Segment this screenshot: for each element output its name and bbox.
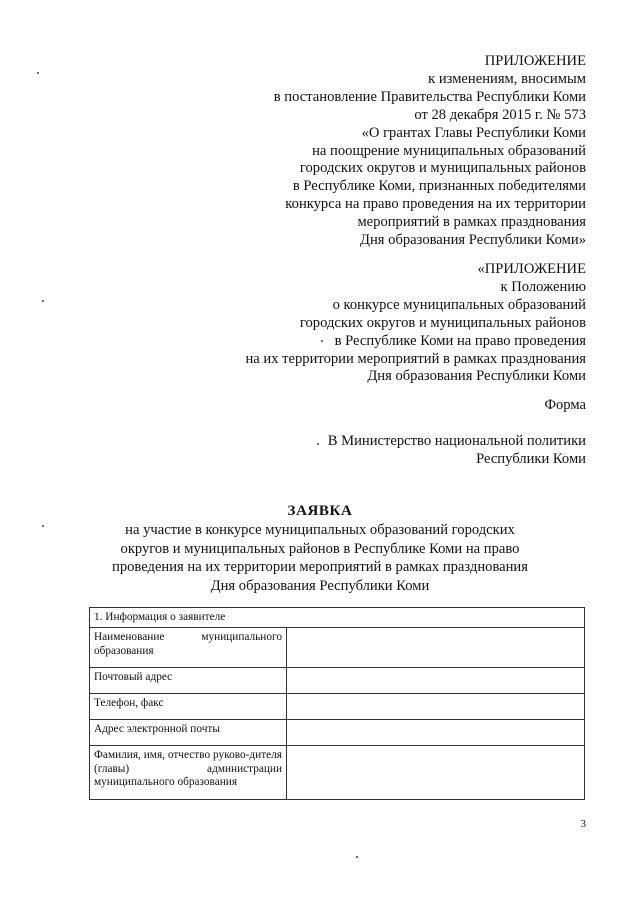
- form-label-text: Форма: [544, 397, 586, 413]
- regulation-line: Дня образования Республики Коми: [367, 368, 586, 385]
- appendix-line: к изменениям, вносимым: [428, 70, 586, 87]
- section-title-cell: 1. Информация о заявителе: [90, 608, 585, 628]
- table-row: [90, 668, 585, 694]
- regulation-line: «ПРИЛОЖЕНИЕ: [477, 261, 586, 277]
- regulation-line: о конкурсе муниципальных образований: [332, 296, 586, 313]
- scan-speck: [37, 72, 39, 74]
- scan-speck: [42, 300, 44, 302]
- regulation-line: на их территории мероприятий в рамках празднования: [245, 350, 586, 367]
- application-title: [80, 502, 560, 595]
- regulation-header: [245, 261, 586, 386]
- field-label-postal-address: Почтовый адрес: [90, 668, 287, 694]
- scan-speck: [317, 443, 319, 445]
- recipient-block: [328, 433, 586, 469]
- field-label-phone-fax: Телефон, факс: [90, 694, 287, 720]
- appendix-line: от 28 декабря 2015 г. № 573: [414, 106, 586, 123]
- applicant-info-table: [89, 607, 585, 800]
- application-subtitle-line: округов и муниципальных районов в Республике Коми на право: [120, 540, 520, 557]
- field-label-head-name: Фамилия, имя, отчество руково-дителя (главы) администрации муниципального образования: [90, 746, 287, 800]
- application-heading: ЗАЯВКА: [287, 503, 353, 519]
- field-value-email[interactable]: [287, 720, 585, 746]
- recipient-line: Республики Коми: [476, 450, 586, 467]
- appendix-line: ПРИЛОЖЕНИЕ: [484, 53, 586, 69]
- table-row: [90, 720, 585, 746]
- scan-speck: [356, 856, 358, 858]
- application-subtitle-line: проведения на их территории мероприятий в рамках празднования: [112, 559, 528, 576]
- regulation-line: в Республике Коми на право проведения: [334, 332, 586, 349]
- scan-speck: [321, 340, 323, 342]
- appendix-line: в постановление Правительства Республики Коми: [273, 88, 586, 105]
- appendix-line: на поощрение муниципальных образований: [312, 142, 586, 159]
- form-label: [544, 397, 586, 415]
- field-label-municipality-name: Наименование муниципального образования: [90, 628, 287, 668]
- field-value-municipality-name[interactable]: [287, 628, 585, 668]
- appendix-line: конкурса на право проведения на их территории: [285, 196, 586, 213]
- field-value-postal-address[interactable]: [287, 668, 585, 694]
- appendix-line: Дня образования Республики Коми»: [360, 232, 586, 249]
- table-row: [90, 746, 585, 800]
- appendix-line: «О грантах Главы Республики Коми: [361, 124, 586, 141]
- regulation-line: городских округов и муниципальных районов: [299, 314, 586, 331]
- table-row: [90, 628, 585, 668]
- field-value-phone-fax[interactable]: [287, 694, 585, 720]
- field-label-email: Адрес электронной почты: [90, 720, 287, 746]
- field-value-head-name[interactable]: [287, 746, 585, 800]
- recipient-line: В Министерство национальной политики: [327, 433, 586, 449]
- page-number: 3: [580, 818, 586, 830]
- application-subtitle-line: Дня образования Республики Коми: [210, 577, 430, 594]
- scan-speck: [42, 525, 44, 527]
- regulation-line: к Положению: [500, 278, 586, 295]
- application-subtitle-line: на участие в конкурсе муниципальных образований городских: [125, 522, 515, 539]
- appendix-line: мероприятий в рамках празднования: [357, 214, 586, 231]
- table-row: [90, 608, 585, 628]
- appendix-line: городских округов и муниципальных районов: [299, 160, 586, 177]
- appendix-line: в Республике Коми, признанных победителями: [292, 178, 586, 195]
- table-row: [90, 694, 585, 720]
- appendix-header: [274, 53, 586, 250]
